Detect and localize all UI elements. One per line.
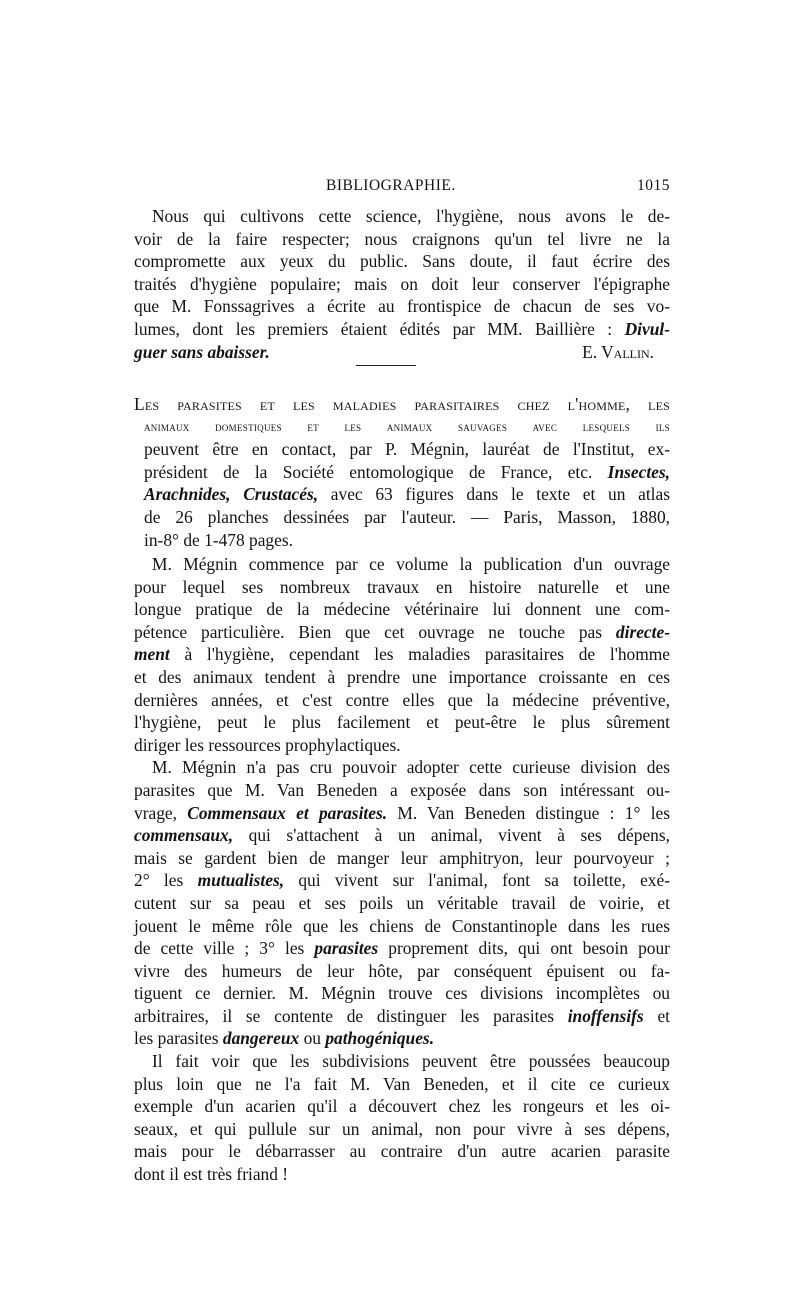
page-number: 1015 bbox=[637, 177, 670, 194]
text-line bbox=[134, 824, 670, 847]
text-line: jouent le même rôle que les chiens de Constantinople dans les rues bbox=[134, 915, 670, 936]
signature: E. Vallin. bbox=[582, 341, 654, 362]
text-line: Il fait voir que les subdivisions peuvent être poussées beaucoup bbox=[152, 1051, 670, 1072]
signature-line bbox=[134, 341, 670, 364]
italic-text: inoffensifs bbox=[567, 1005, 644, 1026]
text-line bbox=[134, 937, 670, 960]
text-segment: et bbox=[657, 1005, 670, 1026]
italic-text: guer sans abaisser. bbox=[134, 341, 270, 362]
text-segment: qui vivent sur l'animal, font sa toilette, exé- bbox=[298, 870, 670, 891]
italic-text: directe- bbox=[615, 621, 670, 642]
text-line: peuvent être en contact, par P. Mégnin, lauréat de l'Institut, ex- bbox=[144, 439, 670, 460]
text-segment: les parasites bbox=[134, 1028, 219, 1049]
text-line: mais pour le débarrasser au contraire d'un autre acarien parasite bbox=[134, 1141, 670, 1162]
text-line: diriger les ressources prophylactiques. bbox=[134, 734, 401, 755]
text-line: exemple d'un acarien qu'il a découvert chez les rongeurs et les oi- bbox=[134, 1096, 670, 1117]
running-title: BIBLIOGRAPHIE. bbox=[326, 177, 456, 194]
text-line: cutent sur sa peau et ses poils un véritable travail de voirie, et bbox=[134, 892, 670, 913]
text-segment: proprement dits, qui ont besoin pour bbox=[388, 938, 670, 959]
text-line bbox=[134, 461, 670, 484]
italic-text: commensaux, bbox=[134, 825, 234, 846]
text-line: plus loin que ne l'a fait M. Van Beneden, et il cite ce curieux bbox=[134, 1073, 670, 1094]
text-line bbox=[134, 621, 670, 644]
text-line: M. Mégnin n'a pas cru pouvoir adopter cette curieuse division des bbox=[152, 757, 670, 778]
italic-text: pathogéniques. bbox=[325, 1028, 435, 1049]
italic-text: Divul- bbox=[624, 318, 670, 339]
text-line: que M. Fonssagrives a écrite au frontispice de chacun de ses vo- bbox=[134, 296, 670, 317]
text-line: l'hygiène, peut le plus facilement et peut-être le plus sûrement bbox=[134, 712, 670, 733]
text-line: voir de la faire respecter; nous craignons qu'un tel livre ne la bbox=[134, 228, 670, 249]
text-line: mais se gardent bien de manger leur amphitryon, leur pourvoyeur ; bbox=[134, 847, 670, 868]
text-segment: avec 63 figures dans le texte et un atlas bbox=[330, 484, 670, 505]
text-line bbox=[134, 318, 670, 341]
text-line bbox=[134, 1005, 670, 1028]
text-line bbox=[134, 643, 670, 666]
text-line bbox=[134, 869, 670, 892]
text-line bbox=[134, 802, 670, 825]
text-line: in-8° de 1-478 pages. bbox=[144, 529, 293, 550]
text-line: compromette aux yeux du public. Sans doute, il faut écrire des bbox=[134, 251, 670, 272]
text-line: parasites que M. Van Beneden a exposée dans son intéressant ou- bbox=[134, 779, 670, 800]
italic-text: ment bbox=[134, 644, 170, 665]
text-line: et des animaux tendent à prendre une importance croissante en ces bbox=[134, 666, 670, 687]
text-line: longue pratique de la médecine vétérinaire lui donnent une com- bbox=[134, 599, 670, 620]
review-title bbox=[134, 393, 670, 551]
italic-text: Commensaux et parasites. bbox=[187, 802, 388, 823]
italic-text: parasites bbox=[314, 938, 379, 959]
section-divider bbox=[356, 365, 416, 366]
review-body bbox=[134, 553, 670, 1186]
text-line: Les parasites et les maladies parasitaires chez l'homme, les bbox=[134, 394, 670, 414]
text-segment: arbitraires, il se contente de distinguer les parasites bbox=[134, 1005, 554, 1026]
text-line: vivre des humeurs de leur hôte, par conséquent épuisent ou fa- bbox=[134, 960, 670, 981]
text-line: tiguent ce dernier. M. Mégnin trouve ces divisions incomplètes ou bbox=[134, 983, 670, 1004]
text-segment: de cette ville ; 3° les bbox=[134, 938, 305, 959]
text-line: seaux, et qui pullule sur un animal, non pour vivre à ses dépens, bbox=[134, 1118, 670, 1139]
italic-text: Arachnides, Crustacés, bbox=[144, 484, 319, 505]
text-segment: lumes, dont les premiers étaient édités par MM. Baillière : bbox=[134, 318, 613, 339]
text-segment: M. Van Beneden distingue : 1° les bbox=[397, 802, 671, 823]
text-line: animaux domestiques et les animaux sauvages avec lesquels ils bbox=[144, 418, 670, 434]
text-line bbox=[134, 1027, 670, 1050]
text-line: dernières années, et c'est contre elles que la médecine préventive, bbox=[134, 689, 670, 710]
italic-text: mutualistes, bbox=[197, 870, 285, 891]
text-line: de 26 planches dessinées par l'auteur. — Paris, Masson, 1880, bbox=[144, 506, 670, 527]
intro-paragraph bbox=[134, 205, 670, 363]
text-segment: pétence particulière. Bien que cet ouvrage ne touche pas bbox=[134, 621, 603, 642]
text-line: traités d'hygiène populaire; mais on doit leur conserver l'épigraphe bbox=[134, 273, 670, 294]
text-line: pour lequel ses nombreux travaux en histoire naturelle et une bbox=[134, 576, 670, 597]
text-segment: président de la Société entomologique de France, etc. bbox=[144, 461, 593, 482]
text-segment: à l'hygiène, cependant les maladies parasitaires de l'homme bbox=[184, 644, 670, 665]
text-line: Nous qui cultivons cette science, l'hygiène, nous avons le de- bbox=[152, 206, 670, 226]
text-segment: ou bbox=[303, 1028, 321, 1049]
text-line bbox=[134, 483, 670, 506]
italic-text: Insectes, bbox=[607, 461, 670, 482]
text-segment: 2° les bbox=[134, 870, 184, 891]
text-segment: qui s'attachent à un animal, vivent à ses dépens, bbox=[248, 825, 670, 846]
text-line: M. Mégnin commence par ce volume la publication d'un ouvrage bbox=[152, 554, 670, 574]
text-line: dont il est très friand ! bbox=[134, 1164, 289, 1185]
italic-text: dangereux bbox=[222, 1028, 300, 1049]
text-segment: vrage, bbox=[134, 802, 177, 823]
